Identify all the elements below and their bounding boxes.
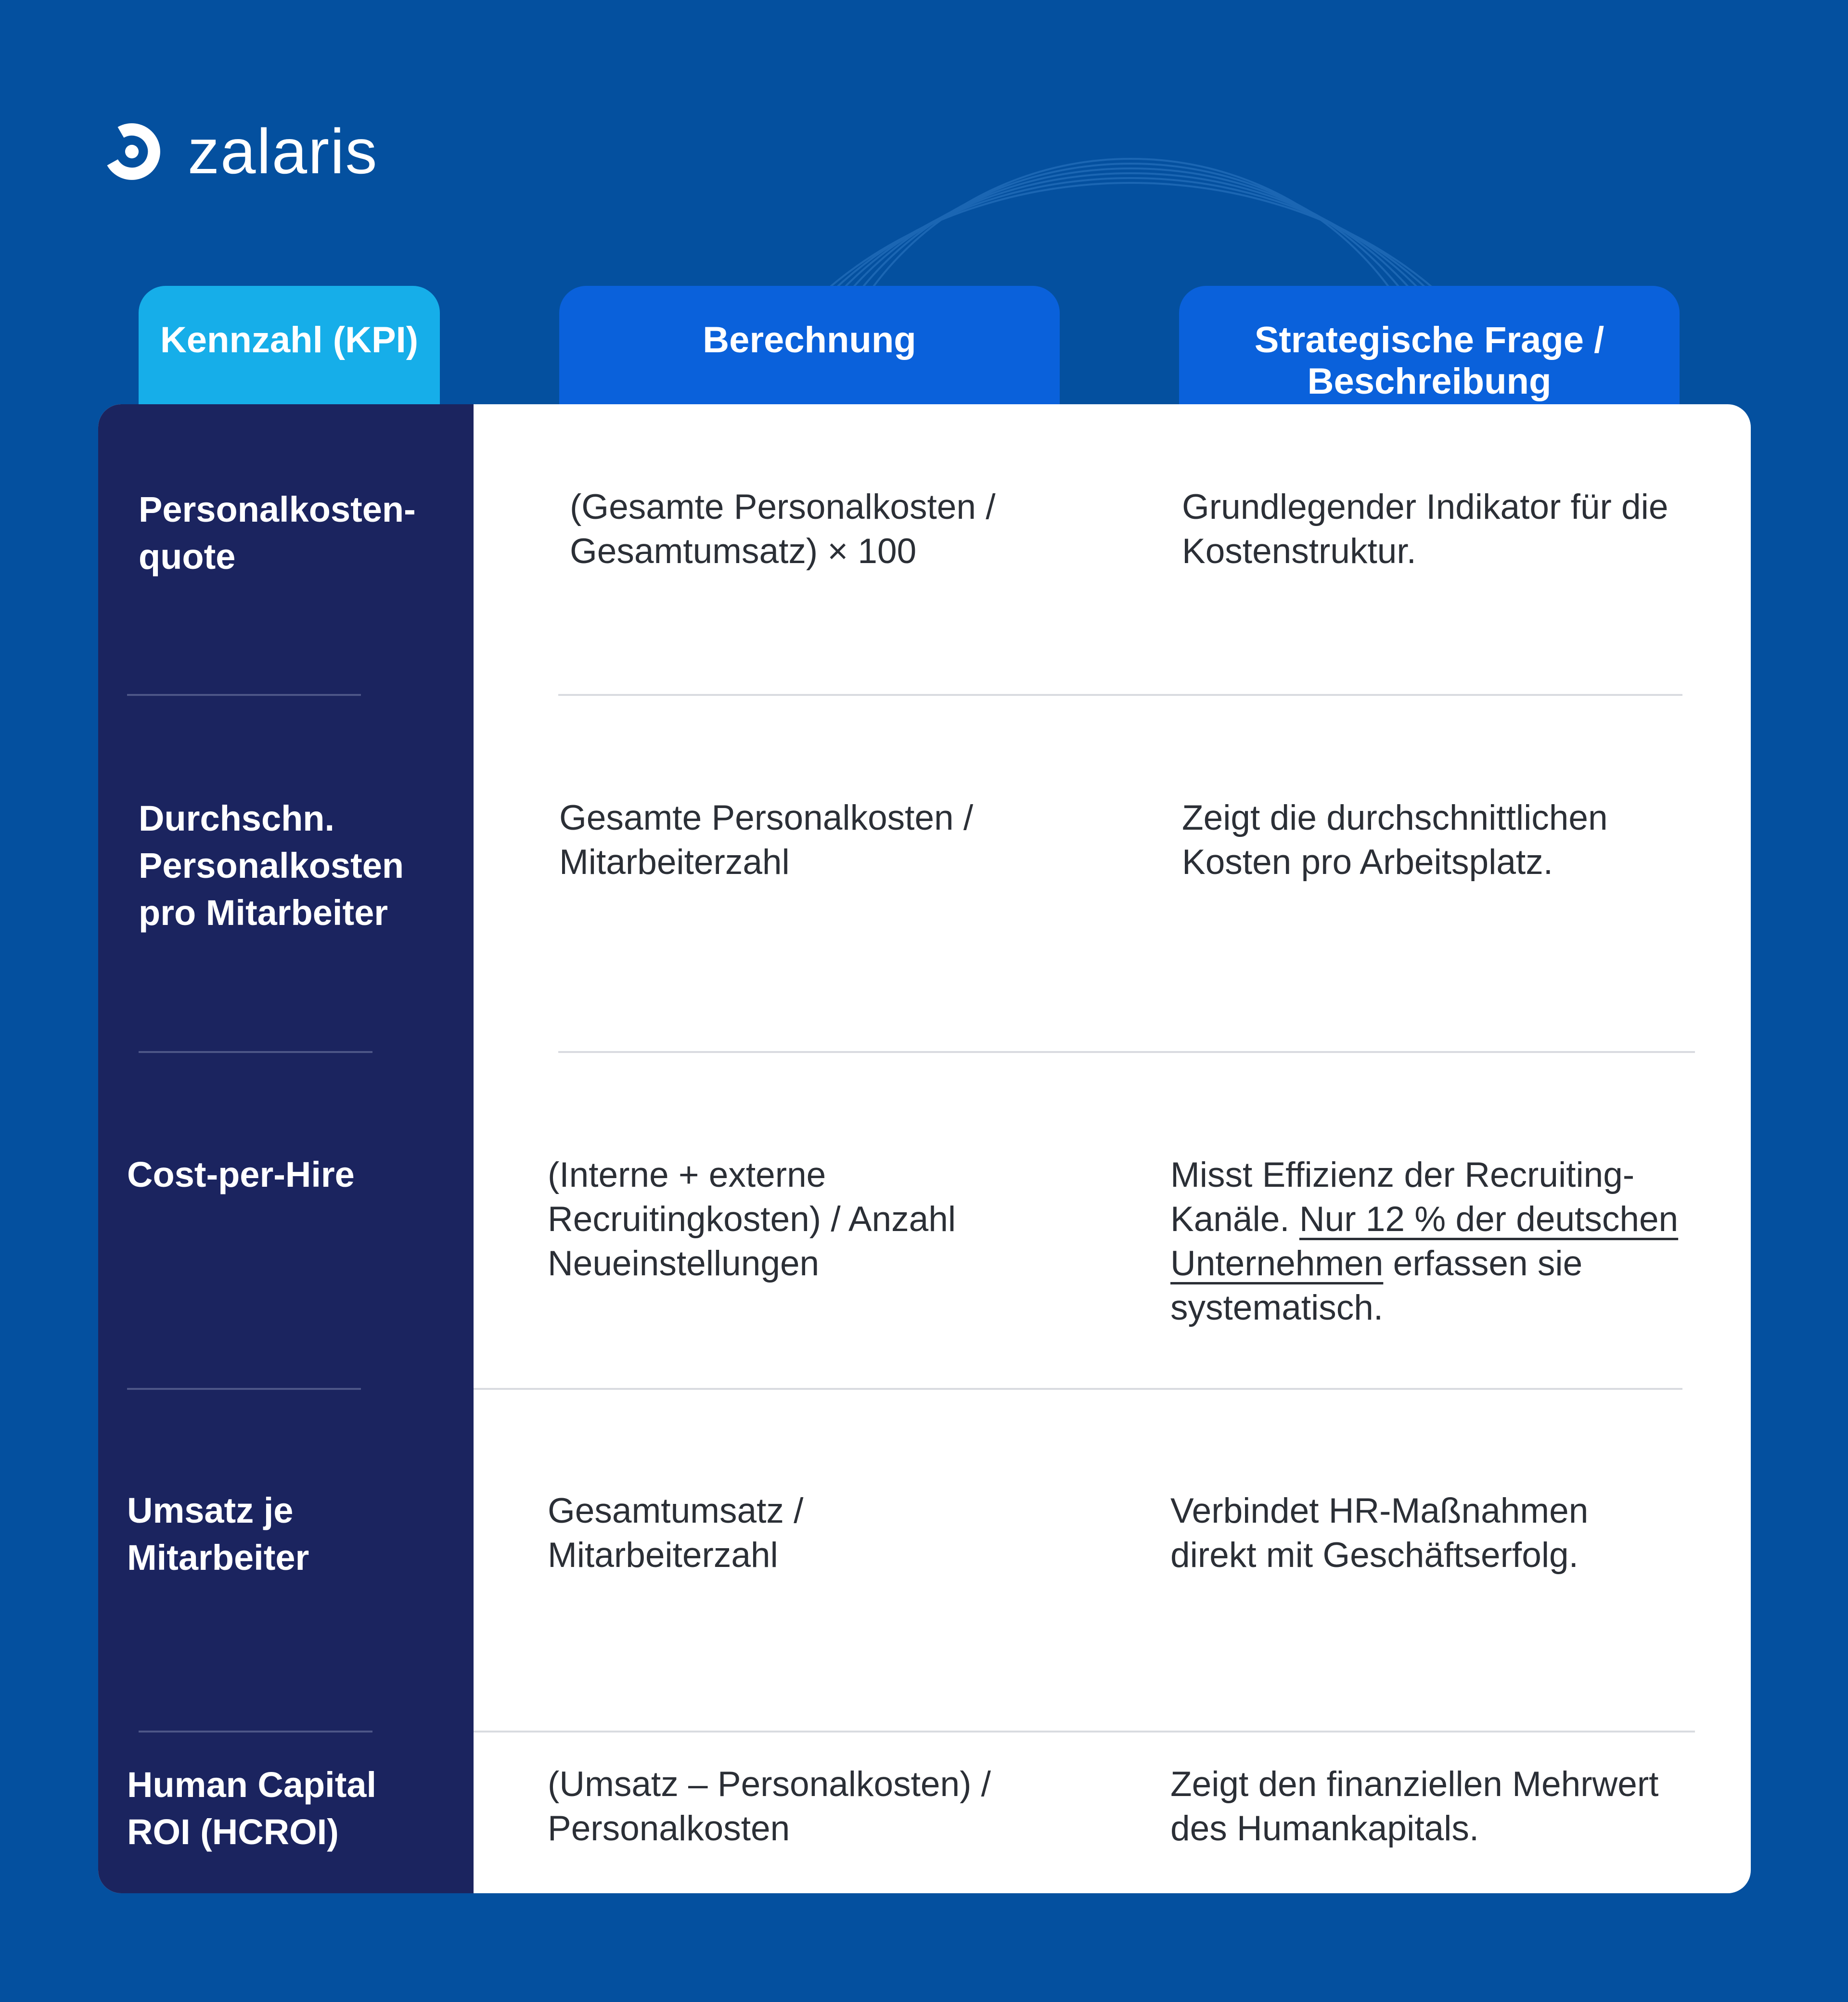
brand-name: zalaris <box>188 116 378 187</box>
kpi-label: Cost-per-Hire <box>127 1155 355 1194</box>
row-divider <box>474 1731 1695 1732</box>
row-divider <box>127 694 361 696</box>
strategy-cell: Zeigt den finanziellen Mehrwert des Humankapitals. <box>1170 1765 1659 1848</box>
row-divider <box>139 1051 372 1053</box>
strategy-text: Misst Effizienz der Recruiting-Kanäle. <box>1170 1155 1635 1239</box>
calculation-cell: (Interne + externe Recruitingkosten) / Anzahl Neueinstellungen <box>548 1155 956 1283</box>
header-kpi: Kennzahl (KPI) <box>139 286 440 406</box>
row-divider <box>558 694 1682 696</box>
kpi-table <box>98 404 1751 1893</box>
kpi-label: Umsatz je Mitarbeiter <box>127 1490 309 1578</box>
calculation-cell: Gesamte Personalkosten / Mitarbeiterzahl <box>559 798 974 882</box>
strategy-cell: Verbindet HR-Maßnahmen direkt mit Geschäftserfolg. <box>1170 1491 1589 1575</box>
zalaris-logo-icon <box>101 121 163 182</box>
kpi-label: Durchschn. Personalkosten pro Mitarbeiter <box>139 798 404 933</box>
calculation-cell: (Gesamte Personalkosten / Gesamtumsatz) × 100 <box>570 488 996 571</box>
calculation-cell: (Umsatz – Personalkosten) / Personalkosten <box>548 1765 991 1848</box>
row-divider <box>127 1388 361 1390</box>
header-strategy: Strategische Frage / Beschreibung <box>1179 286 1680 406</box>
strategy-cell: Zeigt die durchschnittlichen Kosten pro Arbeitsplatz. <box>1182 798 1608 882</box>
kpi-label: Human Capital ROI (HCROI) <box>127 1765 377 1852</box>
calculation-cell: Gesamtumsatz / Mitarbeiterzahl <box>548 1491 804 1575</box>
row-divider <box>474 1388 1682 1390</box>
strategy-cell: Grundlegender Indikator für die Kostenstruktur. <box>1182 488 1668 571</box>
kpi-column-background <box>98 404 474 1893</box>
header-calculation: Berechnung <box>559 286 1060 406</box>
strategy-text: erfassen sie systematisch. <box>1170 1244 1583 1327</box>
statistic-link[interactable]: Nur 12 % der deutschen Unternehmen <box>1170 1200 1679 1283</box>
row-divider <box>139 1731 372 1732</box>
strategy-cell <box>1170 1153 1690 1330</box>
brand-logo <box>101 116 378 187</box>
kpi-label: Personalkosten-quote <box>139 489 416 577</box>
row-divider <box>558 1051 1695 1053</box>
